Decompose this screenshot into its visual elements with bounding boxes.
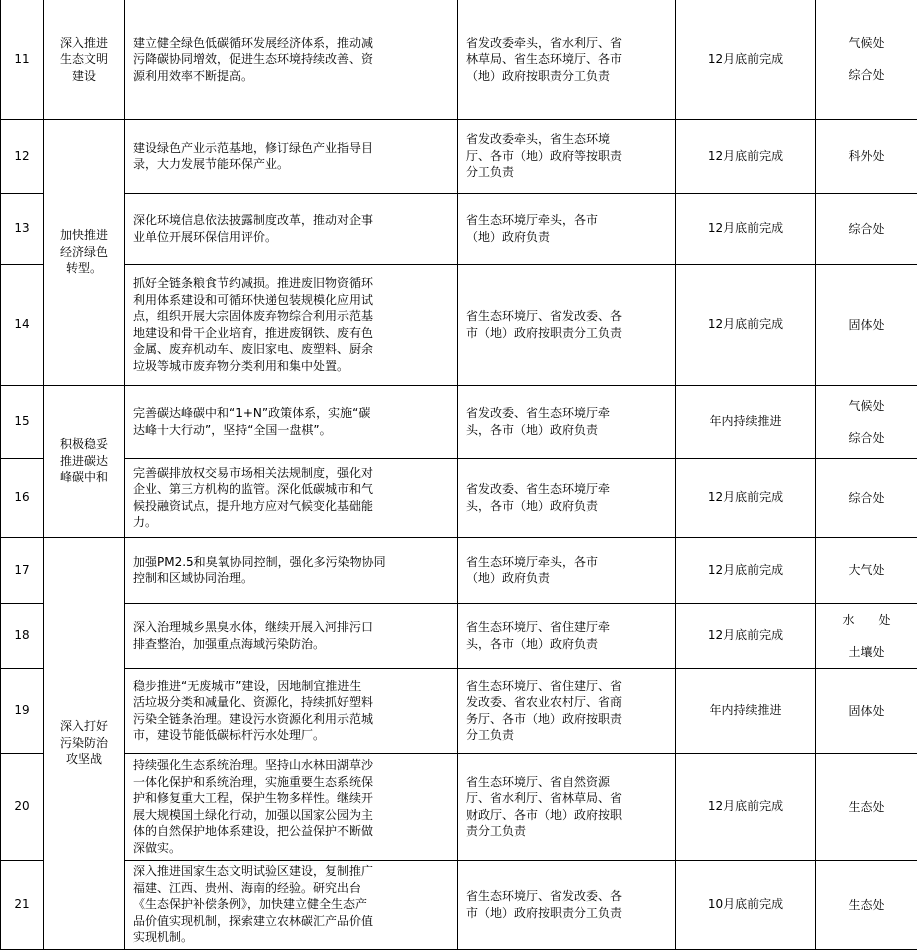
table-row [1,0,917,119]
task-cell: 完善碳排放权交易市场相关法规制度，强化对 企业、第三方机构的监管。深化低碳城市和气 候投融资试点，提升地方应对气候变化基础能 力。 [125,458,458,537]
department-cell: 大气处 [816,537,917,603]
row-number: 20 [1,753,44,860]
row-number: 18 [1,603,44,668]
row-number: 12 [1,119,44,193]
department-cell: 生态处 [816,860,917,949]
table-row [1,193,917,264]
task-cell: 完善碳达峰碳中和“1+N”政策体系，实施“碳 达峰十大行动”，坚持“全国一盘棋”。 [125,385,458,458]
deadline-cell: 12月底前完成 [676,753,816,860]
responsibility-cell: 省生态环境厅、省住建厅牵 头，各市（地）政府负责 [458,603,676,668]
responsibility-cell: 省发改委牵头，省生态环境 厅、各市（地）政府等按职责 分工负责 [458,119,676,193]
table-row [1,385,917,458]
task-cell: 建设绿色产业示范基地，修订绿色产业指导目 录，大力发展节能环保产业。 [125,119,458,193]
table-row [1,119,917,193]
deadline-cell: 12月底前完成 [676,603,816,668]
department-cell: 固体处 [816,264,917,385]
table-row [1,753,917,860]
task-cell: 深入治理城乡黑臭水体，继续开展入河排污口 排查整治，加强重点海域污染防治。 [125,603,458,668]
row-number: 13 [1,193,44,264]
table-row [1,458,917,537]
department-cell: 气候处 综合处 [816,385,917,458]
category-cell: 加快推进 经济绿色 转型。 [44,119,125,385]
responsibility-cell: 省生态环境厅牵头，各市 （地）政府负责 [458,193,676,264]
deadline-cell: 年内持续推进 [676,668,816,753]
category-cell: 深入推进 生态文明 建设 [44,0,125,119]
task-cell: 深入推进国家生态文明试验区建设，复制推广 福建、江西、贵州、海南的经验。研究出台 《生态保护补偿条例》，加快建立健全生态产 品价值实现机制，探索建立农林碳汇产品价值 实现机制。 [125,860,458,949]
responsibility-cell: 省发改委、省生态环境厅牵 头，各市（地）政府负责 [458,385,676,458]
deadline-cell: 12月底前完成 [676,0,816,119]
department-cell: 气候处 综合处 [816,0,917,119]
row-number: 15 [1,385,44,458]
task-cell: 持续强化生态系统治理。坚持山水林田湖草沙 一体化保护和系统治理，实施重要生态系统保 护和修复重大工程，保护生物多样性。继续开 展大规模国土绿化行动，加强以国家公园为主 体的自然保护地体系建设，把公益保护不断做 深做实。 [125,753,458,860]
deadline-cell: 年内持续推进 [676,385,816,458]
row-number: 19 [1,668,44,753]
task-cell: 建立健全绿色低碳循环发展经济体系，推动减 污降碳协同增效，促进生态环境持续改善、资 源利用效率不断提高。 [125,0,458,119]
table-row [1,860,917,949]
department-cell: 水 处 土壤处 [816,603,917,668]
deadline-cell: 12月底前完成 [676,119,816,193]
row-number: 11 [1,0,44,119]
deadline-cell: 10月底前完成 [676,860,816,949]
category-cell: 积极稳妥 推进碳达 峰碳中和 [44,385,125,537]
responsibility-cell: 省生态环境厅、省自然资源 厅、省水利厅、省林草局、省 财政厅、各市（地）政府按职 责分工负责 [458,753,676,860]
department-cell: 综合处 [816,458,917,537]
table-row [1,264,917,385]
responsibility-cell: 省生态环境厅、省发改委、各 市（地）政府按职责分工负责 [458,860,676,949]
task-cell: 深化环境信息依法披露制度改革，推动对企事 业单位开展环保信用评价。 [125,193,458,264]
table-row [1,668,917,753]
department-cell: 科外处 [816,119,917,193]
responsibility-cell: 省生态环境厅、省发改委、各 市（地）政府按职责分工负责 [458,264,676,385]
department-cell: 生态处 [816,753,917,860]
category-cell: 深入打好 污染防治 攻坚战 [44,537,125,949]
deadline-cell: 12月底前完成 [676,537,816,603]
responsibility-cell: 省生态环境厅牵头，各市 （地）政府负责 [458,537,676,603]
deadline-cell: 12月底前完成 [676,264,816,385]
deadline-cell: 12月底前完成 [676,193,816,264]
row-number: 21 [1,860,44,949]
task-cell: 稳步推进“无废城市”建设，因地制宜推进生 活垃圾分类和减量化、资源化，持续抓好塑料 污染全链条治理。建设污水资源化利用示范城 市，建设节能低碳标杆污水处理厂。 [125,668,458,753]
department-cell: 综合处 [816,193,917,264]
department-cell: 固体处 [816,668,917,753]
responsibility-cell: 省发改委牵头，省水利厅、省 林草局、省生态环境厅、各市 （地）政府按职责分工负责 [458,0,676,119]
responsibility-cell: 省发改委、省生态环境厅牵 头，各市（地）政府负责 [458,458,676,537]
responsibility-cell: 省生态环境厅、省住建厅、省 发改委、省农业农村厅、省商 务厅、各市（地）政府按职责 分工负责 [458,668,676,753]
row-number: 14 [1,264,44,385]
table-row [1,537,917,603]
task-cell: 加强PM2.5和臭氧协同控制，强化多污染物协同 控制和区域协同治理。 [125,537,458,603]
deadline-cell: 12月底前完成 [676,458,816,537]
table-row [1,603,917,668]
row-number: 17 [1,537,44,603]
row-number: 16 [1,458,44,537]
task-cell: 抓好全链条粮食节约减损。推进废旧物资循环 利用体系建设和可循环快递包装规模化应用试 点，组织开展大宗固体废弃物综合利用示范基 地建设和骨干企业培育，推进废钢铁、废有色 金属、废弃机动车、废旧家电、废塑料、厨余 垃圾等城市废弃物分类利用和集中处置。 [125,264,458,385]
